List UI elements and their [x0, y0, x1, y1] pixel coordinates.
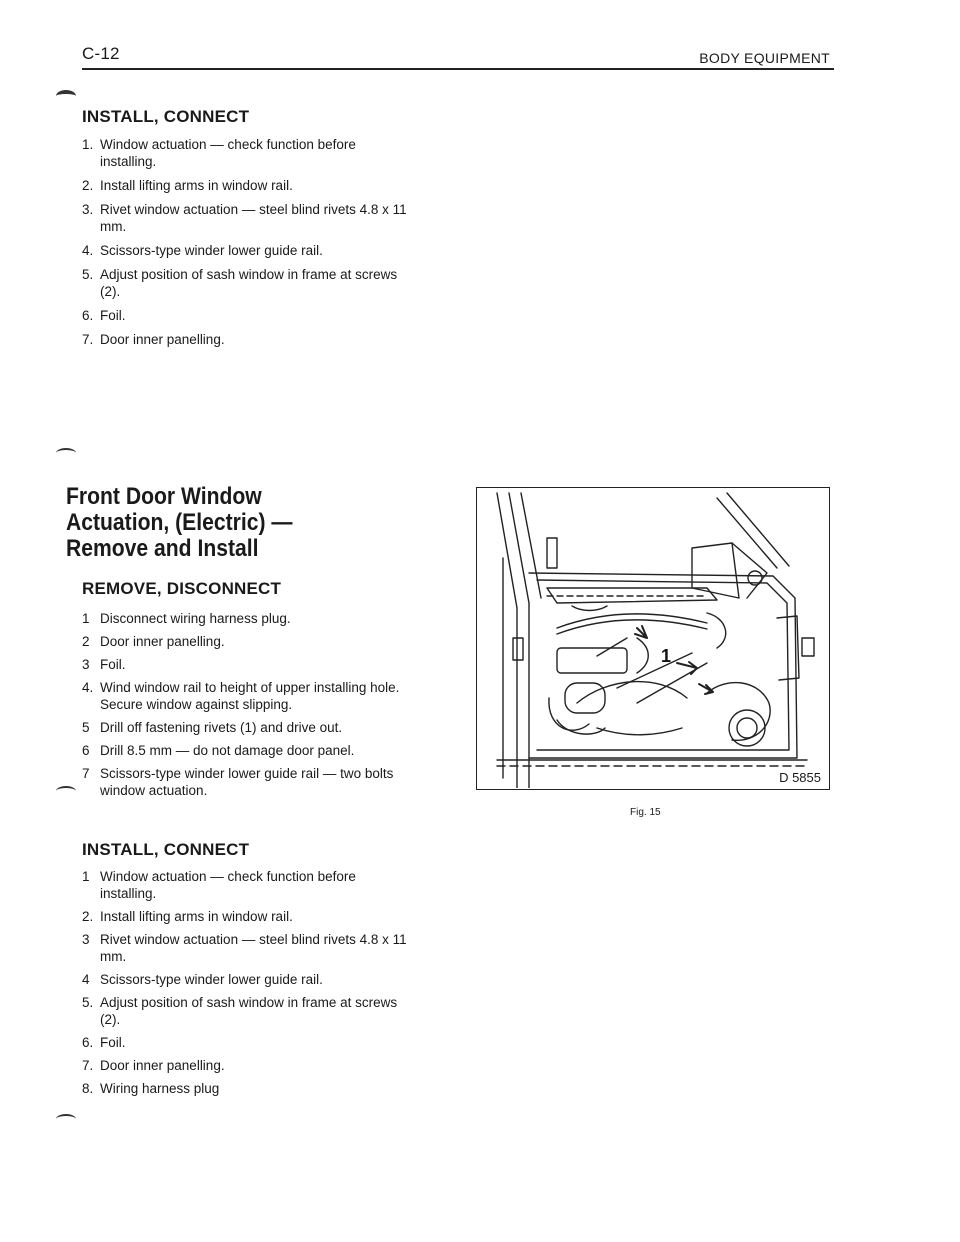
margin-mark: [56, 90, 76, 102]
header-rule: [82, 68, 834, 70]
install-bottom-step: [82, 908, 412, 925]
remove-step: [82, 742, 412, 759]
remove-step: [82, 679, 412, 713]
step-number: 7: [82, 766, 90, 781]
step-text: Door inner panelling.: [100, 332, 225, 347]
step-number: 1.: [82, 137, 94, 152]
step-number: 4.: [82, 680, 94, 695]
step-text: Wind window rail to height of upper installing hole. Secure window against slipping.: [100, 680, 400, 712]
remove-step: [82, 610, 412, 627]
step-text: Drill 8.5 mm — do not damage door panel.: [100, 743, 355, 758]
install-top-step: [82, 136, 412, 170]
install-bottom-step: [82, 994, 412, 1028]
install-bottom-step: [82, 868, 412, 902]
step-text: Scissors-type winder lower guide rail — two bolts window actuation.: [100, 766, 394, 798]
remove-step: [82, 719, 412, 736]
step-number: 3: [82, 657, 90, 672]
step-number: 7.: [82, 332, 94, 347]
step-text: Drill off fastening rivets (1) and drive out.: [100, 720, 343, 735]
step-number: 3.: [82, 202, 94, 217]
step-text: Scissors-type winder lower guide rail.: [100, 243, 323, 258]
install-bottom-step: [82, 931, 412, 965]
door-actuation-figure: [476, 487, 830, 790]
install-heading-bottom: INSTALL, CONNECT: [82, 840, 250, 859]
title-line: Actuation, (Electric) —: [66, 509, 293, 536]
install-heading-top: INSTALL, CONNECT: [82, 107, 250, 126]
step-number: 5.: [82, 267, 94, 282]
install-top-step: [82, 242, 412, 259]
step-text: Door inner panelling.: [100, 1058, 225, 1073]
step-number: 1: [82, 611, 90, 626]
step-number: 3: [82, 932, 90, 947]
step-text: Rivet window actuation — steel blind rivets 4.8 x 11 mm.: [100, 202, 407, 234]
step-number: 6: [82, 743, 90, 758]
step-text: Install lifting arms in window rail.: [100, 909, 293, 924]
step-text: Foil.: [100, 657, 126, 672]
step-number: 4: [82, 972, 90, 987]
figure-callout: 1: [661, 646, 672, 666]
title-line: Front Door Window: [66, 483, 262, 510]
install-top-step: [82, 201, 412, 235]
install-top-step: [82, 307, 412, 324]
step-number: 6.: [82, 308, 94, 323]
step-text: Foil.: [100, 308, 126, 323]
step-number: 1: [82, 869, 90, 884]
install-steps-top: [82, 136, 412, 355]
install-steps-bottom: [82, 868, 412, 1103]
install-top-step: [82, 266, 412, 300]
step-number: 5.: [82, 995, 94, 1010]
remove-step: [82, 633, 412, 650]
step-text: Adjust position of sash window in frame at screws (2).: [100, 995, 398, 1027]
step-text: Scissors-type winder lower guide rail.: [100, 972, 323, 987]
remove-steps: [82, 610, 412, 805]
step-text: Install lifting arms in window rail.: [100, 178, 293, 193]
door-drawing: [477, 488, 829, 788]
step-text: Adjust position of sash window in frame at screws (2).: [100, 267, 398, 299]
step-text: Wiring harness plug: [100, 1081, 220, 1096]
step-number: 2.: [82, 909, 94, 924]
title-line: Remove and Install: [66, 535, 259, 562]
remove-step: [82, 656, 412, 673]
drawing-id: D 5855: [779, 770, 821, 785]
step-number: 8.: [82, 1081, 94, 1096]
step-text: Door inner panelling.: [100, 634, 225, 649]
remove-step: [82, 765, 412, 799]
remove-heading: REMOVE, DISCONNECT: [82, 579, 282, 598]
step-number: 7.: [82, 1058, 94, 1073]
step-number: 2: [82, 634, 90, 649]
figure-caption: Fig. 15: [630, 807, 661, 818]
install-bottom-step: [82, 971, 412, 988]
step-text: Foil.: [100, 1035, 126, 1050]
page-number: C-12: [82, 44, 120, 63]
section-title: BODY EQUIPMENT: [699, 50, 830, 66]
margin-mark: [56, 1114, 76, 1124]
margin-mark: [56, 448, 76, 458]
step-number: 6.: [82, 1035, 94, 1050]
step-text: Rivet window actuation — steel blind rivets 4.8 x 11 mm.: [100, 932, 407, 964]
install-bottom-step: [82, 1034, 412, 1051]
procedure-title: [66, 484, 356, 562]
step-text: Window actuation — check function before installing.: [100, 869, 356, 901]
step-text: Window actuation — check function before installing.: [100, 137, 356, 169]
install-top-step: [82, 331, 412, 348]
step-number: 2.: [82, 178, 94, 193]
install-bottom-step: [82, 1057, 412, 1074]
step-text: Disconnect wiring harness plug.: [100, 611, 291, 626]
step-number: 4.: [82, 243, 94, 258]
margin-mark: [56, 786, 76, 796]
step-number: 5: [82, 720, 90, 735]
install-bottom-step: [82, 1080, 412, 1097]
install-top-step: [82, 177, 412, 194]
